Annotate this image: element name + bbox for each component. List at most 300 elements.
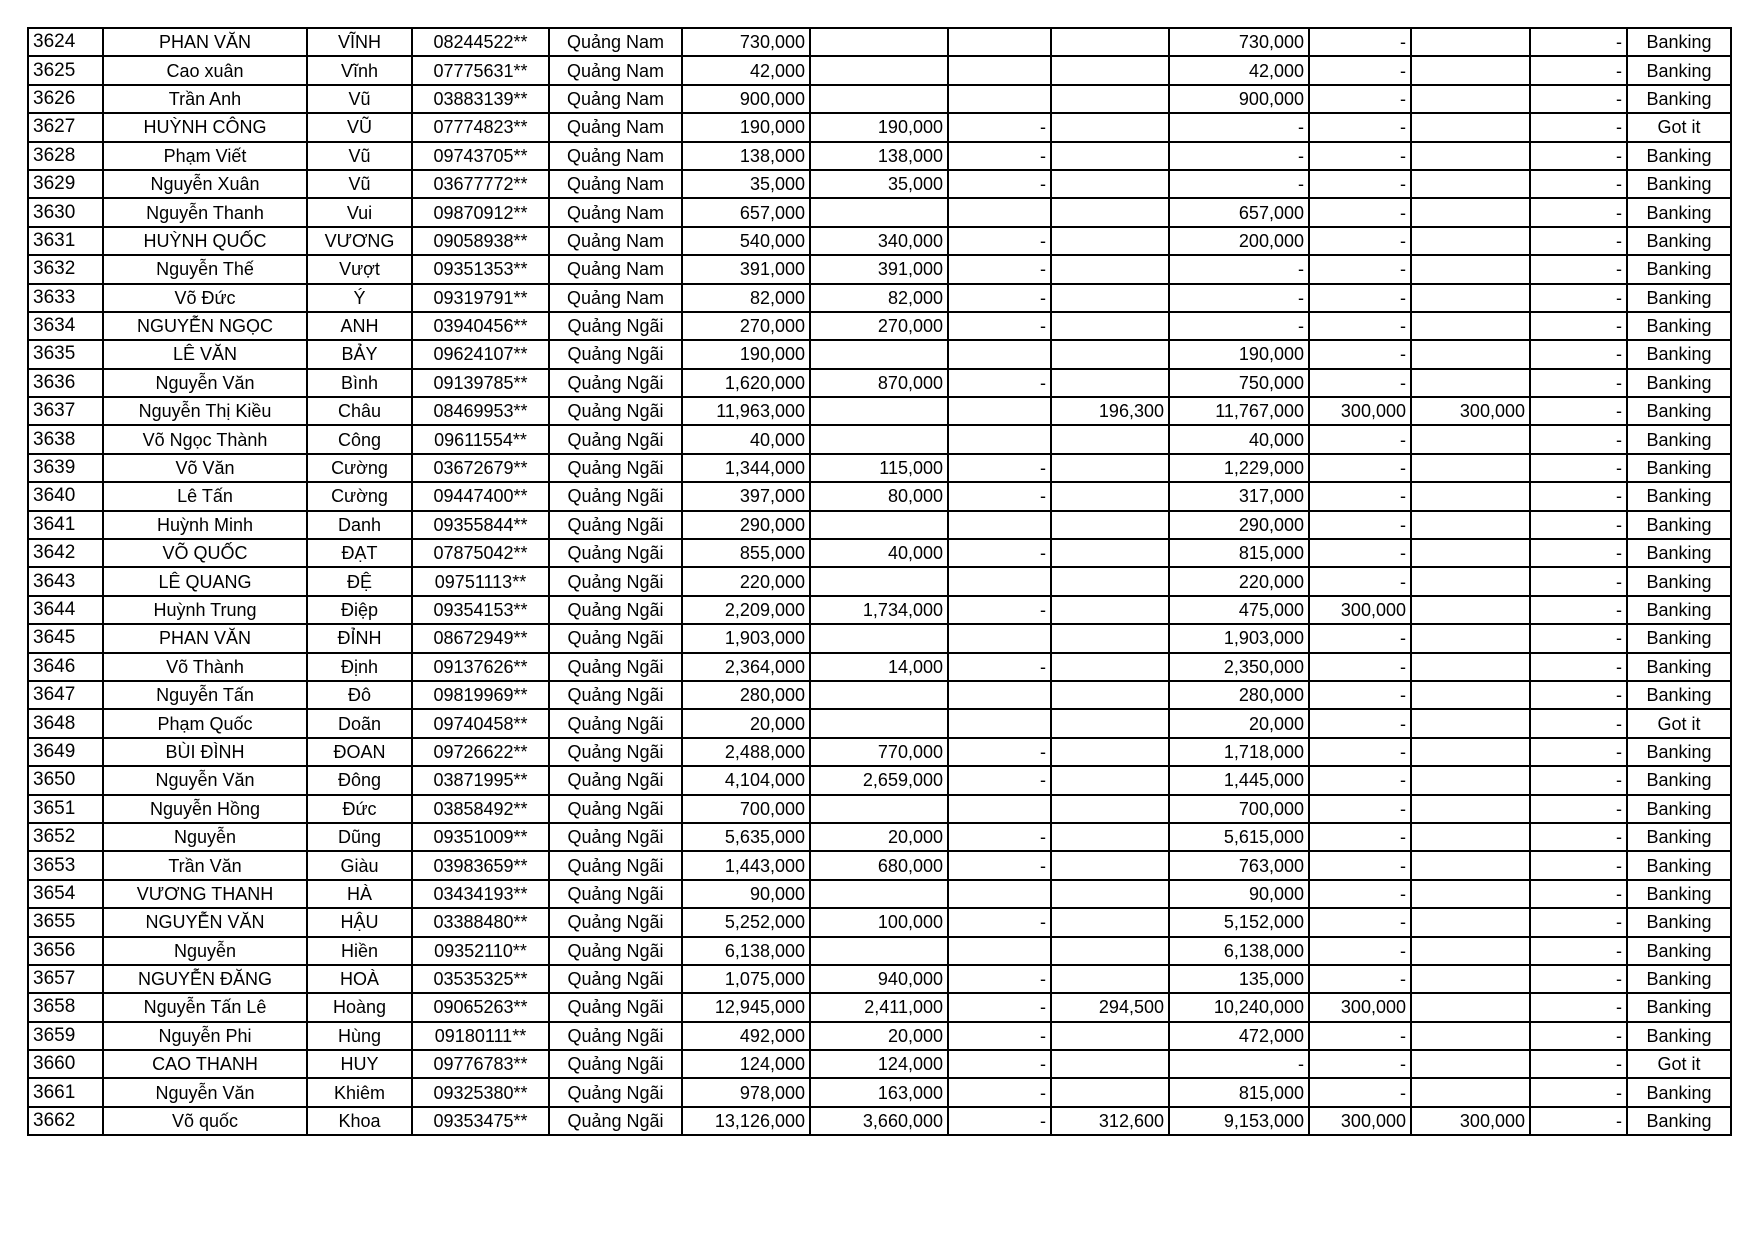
amount-remaining-cell: 290,000	[1169, 511, 1309, 539]
first-name-cell: Điệp	[307, 596, 412, 624]
amount-paid-cell	[810, 937, 948, 965]
province-cell: Quảng Ngãi	[549, 709, 682, 737]
amount-col8-cell: -	[948, 284, 1051, 312]
amount-col8-cell: -	[948, 454, 1051, 482]
amount-col9-cell	[1051, 1050, 1169, 1078]
phone-cell: 03672679**	[412, 454, 549, 482]
last-middle-name-cell: Võ Thành	[103, 653, 307, 681]
amount-col11-cell: -	[1309, 454, 1411, 482]
last-middle-name-cell: Huỳnh Trung	[103, 596, 307, 624]
first-name-cell: Đô	[307, 681, 412, 709]
first-name-cell: ĐẠT	[307, 539, 412, 567]
amount-col13-cell: -	[1530, 709, 1627, 737]
amount-col9-cell	[1051, 965, 1169, 993]
amount-col9-cell	[1051, 539, 1169, 567]
phone-cell: 03883139**	[412, 85, 549, 113]
amount-total-cell: 13,126,000	[682, 1107, 810, 1135]
amount-total-cell: 978,000	[682, 1078, 810, 1106]
record-id-cell: 3646	[28, 653, 103, 681]
table-row	[28, 227, 1731, 255]
payment-method-cell: Banking	[1627, 539, 1731, 567]
province-cell: Quảng Ngãi	[549, 1078, 682, 1106]
first-name-cell: VƯƠNG	[307, 227, 412, 255]
amount-remaining-cell: 9,153,000	[1169, 1107, 1309, 1135]
amount-col12-cell	[1411, 567, 1530, 595]
phone-cell: 09353475**	[412, 1107, 549, 1135]
amount-col9-cell	[1051, 1022, 1169, 1050]
first-name-cell: Dũng	[307, 823, 412, 851]
phone-cell: 07775631**	[412, 56, 549, 84]
amount-col12-cell	[1411, 937, 1530, 965]
amount-col13-cell: -	[1530, 1022, 1627, 1050]
amount-col12-cell	[1411, 653, 1530, 681]
amount-col11-cell: -	[1309, 113, 1411, 141]
last-middle-name-cell: NGUYỄN ĐĂNG	[103, 965, 307, 993]
last-middle-name-cell: Lê Tấn	[103, 482, 307, 510]
phone-cell: 03434193**	[412, 880, 549, 908]
amount-col9-cell	[1051, 567, 1169, 595]
amount-col9-cell	[1051, 681, 1169, 709]
amount-col8-cell	[948, 681, 1051, 709]
amount-col11-cell: -	[1309, 1050, 1411, 1078]
amount-col8-cell: -	[948, 965, 1051, 993]
phone-cell: 03983659**	[412, 851, 549, 879]
province-cell: Quảng Nam	[549, 28, 682, 56]
amount-col8-cell	[948, 198, 1051, 226]
payment-method-cell: Banking	[1627, 567, 1731, 595]
amount-col12-cell	[1411, 539, 1530, 567]
amount-col8-cell: -	[948, 113, 1051, 141]
amount-paid-cell	[810, 795, 948, 823]
table-row	[28, 1022, 1731, 1050]
province-cell: Quảng Ngãi	[549, 1022, 682, 1050]
record-id-cell: 3626	[28, 85, 103, 113]
amount-col13-cell: -	[1530, 1078, 1627, 1106]
last-middle-name-cell: HUỲNH CÔNG	[103, 113, 307, 141]
amount-col8-cell: -	[948, 227, 1051, 255]
province-cell: Quảng Ngãi	[549, 1050, 682, 1078]
amount-total-cell: 20,000	[682, 709, 810, 737]
payment-method-cell: Banking	[1627, 993, 1731, 1021]
record-id-cell: 3634	[28, 312, 103, 340]
table-row	[28, 142, 1731, 170]
amount-total-cell: 1,075,000	[682, 965, 810, 993]
first-name-cell: Cường	[307, 482, 412, 510]
amount-col13-cell: -	[1530, 198, 1627, 226]
record-id-cell: 3631	[28, 227, 103, 255]
phone-cell: 09447400**	[412, 482, 549, 510]
phone-cell: 09740458**	[412, 709, 549, 737]
amount-col11-cell: -	[1309, 340, 1411, 368]
amount-total-cell: 290,000	[682, 511, 810, 539]
amount-total-cell: 1,443,000	[682, 851, 810, 879]
amount-col11-cell: -	[1309, 965, 1411, 993]
amount-col8-cell	[948, 795, 1051, 823]
phone-cell: 08244522**	[412, 28, 549, 56]
amount-col12-cell: 300,000	[1411, 397, 1530, 425]
last-middle-name-cell: NGUYỄN VĂN	[103, 908, 307, 936]
amount-col8-cell	[948, 397, 1051, 425]
amount-col8-cell: -	[948, 908, 1051, 936]
table-row	[28, 113, 1731, 141]
amount-col13-cell: -	[1530, 369, 1627, 397]
amount-total-cell: 540,000	[682, 227, 810, 255]
amount-col11-cell: -	[1309, 766, 1411, 794]
amount-remaining-cell: 90,000	[1169, 880, 1309, 908]
amount-col13-cell: -	[1530, 113, 1627, 141]
record-id-cell: 3652	[28, 823, 103, 851]
record-id-cell: 3627	[28, 113, 103, 141]
last-middle-name-cell: NGUYỄN NGỌC	[103, 312, 307, 340]
first-name-cell: Định	[307, 653, 412, 681]
amount-paid-cell: 770,000	[810, 738, 948, 766]
amount-col9-cell	[1051, 880, 1169, 908]
last-middle-name-cell: Nguyễn Thị Kiều	[103, 397, 307, 425]
table-row	[28, 596, 1731, 624]
amount-remaining-cell: 280,000	[1169, 681, 1309, 709]
amount-col8-cell	[948, 340, 1051, 368]
first-name-cell: ĐOAN	[307, 738, 412, 766]
amount-remaining-cell: 10,240,000	[1169, 993, 1309, 1021]
amount-col12-cell	[1411, 795, 1530, 823]
province-cell: Quảng Ngãi	[549, 454, 682, 482]
first-name-cell: Vũ	[307, 142, 412, 170]
phone-cell: 09352110**	[412, 937, 549, 965]
province-cell: Quảng Ngãi	[549, 766, 682, 794]
first-name-cell: Vui	[307, 198, 412, 226]
amount-col9-cell	[1051, 624, 1169, 652]
payment-method-cell: Banking	[1627, 369, 1731, 397]
amount-col13-cell: -	[1530, 766, 1627, 794]
amount-total-cell: 492,000	[682, 1022, 810, 1050]
last-middle-name-cell: Huỳnh Minh	[103, 511, 307, 539]
amount-remaining-cell: -	[1169, 284, 1309, 312]
record-id-cell: 3644	[28, 596, 103, 624]
last-middle-name-cell: Trần Văn	[103, 851, 307, 879]
last-middle-name-cell: Nguyễn Văn	[103, 1078, 307, 1106]
first-name-cell: Vũ	[307, 170, 412, 198]
last-middle-name-cell: Trần Anh	[103, 85, 307, 113]
amount-total-cell: 190,000	[682, 113, 810, 141]
amount-col9-cell	[1051, 596, 1169, 624]
province-cell: Quảng Nam	[549, 227, 682, 255]
amount-col9-cell	[1051, 908, 1169, 936]
payment-method-cell: Banking	[1627, 170, 1731, 198]
amount-total-cell: 1,344,000	[682, 454, 810, 482]
amount-col13-cell: -	[1530, 284, 1627, 312]
amount-remaining-cell: -	[1169, 1050, 1309, 1078]
amount-col8-cell: -	[948, 142, 1051, 170]
province-cell: Quảng Ngãi	[549, 965, 682, 993]
payment-method-cell: Banking	[1627, 142, 1731, 170]
record-id-cell: 3650	[28, 766, 103, 794]
amount-paid-cell	[810, 397, 948, 425]
amount-total-cell: 5,635,000	[682, 823, 810, 851]
amount-paid-cell: 190,000	[810, 113, 948, 141]
amount-col12-cell	[1411, 85, 1530, 113]
amount-col9-cell	[1051, 113, 1169, 141]
amount-paid-cell	[810, 624, 948, 652]
province-cell: Quảng Nam	[549, 113, 682, 141]
record-id-cell: 3645	[28, 624, 103, 652]
amount-remaining-cell: 6,138,000	[1169, 937, 1309, 965]
first-name-cell: HOÀ	[307, 965, 412, 993]
amount-remaining-cell: 1,229,000	[1169, 454, 1309, 482]
payment-method-cell: Banking	[1627, 255, 1731, 283]
amount-paid-cell: 340,000	[810, 227, 948, 255]
amount-paid-cell	[810, 28, 948, 56]
record-id-cell: 3637	[28, 397, 103, 425]
amount-col11-cell: -	[1309, 1022, 1411, 1050]
table-row	[28, 198, 1731, 226]
amount-col9-cell	[1051, 482, 1169, 510]
record-id-cell: 3662	[28, 1107, 103, 1135]
table-row	[28, 766, 1731, 794]
province-cell: Quảng Ngãi	[549, 993, 682, 1021]
record-id-cell: 3636	[28, 369, 103, 397]
first-name-cell: VŨ	[307, 113, 412, 141]
first-name-cell: Giàu	[307, 851, 412, 879]
amount-paid-cell	[810, 85, 948, 113]
amount-col12-cell	[1411, 255, 1530, 283]
amount-col13-cell: -	[1530, 85, 1627, 113]
last-middle-name-cell: PHAN VĂN	[103, 28, 307, 56]
amount-col12-cell	[1411, 1078, 1530, 1106]
table-row	[28, 85, 1731, 113]
amount-col8-cell: -	[948, 766, 1051, 794]
amount-remaining-cell: 11,767,000	[1169, 397, 1309, 425]
last-middle-name-cell: Võ Đức	[103, 284, 307, 312]
amount-col11-cell: -	[1309, 937, 1411, 965]
province-cell: Quảng Nam	[549, 198, 682, 226]
amount-col8-cell: -	[948, 539, 1051, 567]
last-middle-name-cell: VƯƠNG THANH	[103, 880, 307, 908]
first-name-cell: Đông	[307, 766, 412, 794]
amount-paid-cell: 35,000	[810, 170, 948, 198]
phone-cell: 03677772**	[412, 170, 549, 198]
last-middle-name-cell: Võ quốc	[103, 1107, 307, 1135]
table-row	[28, 425, 1731, 453]
amount-col13-cell: -	[1530, 511, 1627, 539]
amount-total-cell: 855,000	[682, 539, 810, 567]
amount-total-cell: 280,000	[682, 681, 810, 709]
table-row	[28, 653, 1731, 681]
amount-col13-cell: -	[1530, 28, 1627, 56]
amount-col11-cell: -	[1309, 28, 1411, 56]
amount-paid-cell: 2,411,000	[810, 993, 948, 1021]
amount-col13-cell: -	[1530, 908, 1627, 936]
last-middle-name-cell: Nguyễn Thế	[103, 255, 307, 283]
amount-remaining-cell: 815,000	[1169, 1078, 1309, 1106]
amount-remaining-cell: 20,000	[1169, 709, 1309, 737]
amount-remaining-cell: 900,000	[1169, 85, 1309, 113]
record-id-cell: 3638	[28, 425, 103, 453]
payment-method-cell: Banking	[1627, 795, 1731, 823]
record-id-cell: 3656	[28, 937, 103, 965]
payment-method-cell: Got it	[1627, 709, 1731, 737]
amount-col11-cell: -	[1309, 653, 1411, 681]
table-row	[28, 284, 1731, 312]
amount-col8-cell: -	[948, 312, 1051, 340]
phone-cell: 09611554**	[412, 425, 549, 453]
first-name-cell: Bình	[307, 369, 412, 397]
amount-total-cell: 35,000	[682, 170, 810, 198]
province-cell: Quảng Ngãi	[549, 795, 682, 823]
amount-total-cell: 1,620,000	[682, 369, 810, 397]
last-middle-name-cell: Nguyễn Tấn Lê	[103, 993, 307, 1021]
amount-col12-cell	[1411, 482, 1530, 510]
amount-total-cell: 90,000	[682, 880, 810, 908]
amount-col11-cell: -	[1309, 56, 1411, 84]
table-body	[28, 28, 1731, 1135]
first-name-cell: Vượt	[307, 255, 412, 283]
province-cell: Quảng Nam	[549, 56, 682, 84]
last-middle-name-cell: Phạm Quốc	[103, 709, 307, 737]
amount-col8-cell	[948, 425, 1051, 453]
amount-total-cell: 220,000	[682, 567, 810, 595]
amount-col11-cell: 300,000	[1309, 1107, 1411, 1135]
phone-cell: 09325380**	[412, 1078, 549, 1106]
amount-col13-cell: -	[1530, 227, 1627, 255]
amount-remaining-cell: -	[1169, 255, 1309, 283]
amount-col11-cell: -	[1309, 284, 1411, 312]
amount-col9-cell	[1051, 795, 1169, 823]
amount-total-cell: 391,000	[682, 255, 810, 283]
record-id-cell: 3649	[28, 738, 103, 766]
last-middle-name-cell: Nguyễn Phi	[103, 1022, 307, 1050]
amount-col11-cell: -	[1309, 851, 1411, 879]
amount-col13-cell: -	[1530, 1107, 1627, 1135]
first-name-cell: Vũ	[307, 85, 412, 113]
amount-col12-cell	[1411, 28, 1530, 56]
amount-col13-cell: -	[1530, 312, 1627, 340]
amount-col8-cell	[948, 709, 1051, 737]
amount-total-cell: 2,488,000	[682, 738, 810, 766]
amount-col8-cell	[948, 85, 1051, 113]
phone-cell: 09819969**	[412, 681, 549, 709]
payment-method-cell: Banking	[1627, 284, 1731, 312]
record-id-cell: 3653	[28, 851, 103, 879]
amount-col11-cell: -	[1309, 170, 1411, 198]
phone-cell: 03871995**	[412, 766, 549, 794]
province-cell: Quảng Ngãi	[549, 539, 682, 567]
table-row	[28, 738, 1731, 766]
amount-col9-cell	[1051, 511, 1169, 539]
table-row	[28, 880, 1731, 908]
payment-method-cell: Banking	[1627, 425, 1731, 453]
amount-col12-cell	[1411, 113, 1530, 141]
amount-col11-cell: -	[1309, 795, 1411, 823]
phone-cell: 08469953**	[412, 397, 549, 425]
amount-total-cell: 82,000	[682, 284, 810, 312]
payment-method-cell: Banking	[1627, 851, 1731, 879]
province-cell: Quảng Ngãi	[549, 596, 682, 624]
last-middle-name-cell: Võ Văn	[103, 454, 307, 482]
amount-col9-cell: 312,600	[1051, 1107, 1169, 1135]
amount-remaining-cell: 472,000	[1169, 1022, 1309, 1050]
first-name-cell: Đức	[307, 795, 412, 823]
phone-cell: 03535325**	[412, 965, 549, 993]
first-name-cell: Hiền	[307, 937, 412, 965]
phone-cell: 09180111**	[412, 1022, 549, 1050]
phone-cell: 09137626**	[412, 653, 549, 681]
amount-col12-cell	[1411, 851, 1530, 879]
amount-total-cell: 730,000	[682, 28, 810, 56]
last-middle-name-cell: Nguyễn Xuân	[103, 170, 307, 198]
amount-remaining-cell: 475,000	[1169, 596, 1309, 624]
first-name-cell: ĐỆ	[307, 567, 412, 595]
amount-paid-cell: 270,000	[810, 312, 948, 340]
province-cell: Quảng Ngãi	[549, 1107, 682, 1135]
amount-col9-cell: 196,300	[1051, 397, 1169, 425]
amount-total-cell: 5,252,000	[682, 908, 810, 936]
table-row	[28, 1078, 1731, 1106]
amount-total-cell: 2,364,000	[682, 653, 810, 681]
phone-cell: 09726622**	[412, 738, 549, 766]
amount-remaining-cell: 657,000	[1169, 198, 1309, 226]
table-row	[28, 340, 1731, 368]
amount-total-cell: 657,000	[682, 198, 810, 226]
province-cell: Quảng Nam	[549, 255, 682, 283]
amount-col8-cell	[948, 624, 1051, 652]
last-middle-name-cell: Phạm Viết	[103, 142, 307, 170]
amount-col12-cell	[1411, 880, 1530, 908]
table-row	[28, 312, 1731, 340]
table-row	[28, 1050, 1731, 1078]
amount-paid-cell: 3,660,000	[810, 1107, 948, 1135]
last-middle-name-cell: PHAN VĂN	[103, 624, 307, 652]
amount-col9-cell	[1051, 284, 1169, 312]
amount-remaining-cell: -	[1169, 113, 1309, 141]
payment-method-cell: Banking	[1627, 880, 1731, 908]
payment-method-cell: Banking	[1627, 397, 1731, 425]
phone-cell: 09351353**	[412, 255, 549, 283]
province-cell: Quảng Ngãi	[549, 851, 682, 879]
province-cell: Quảng Nam	[549, 170, 682, 198]
amount-remaining-cell: 190,000	[1169, 340, 1309, 368]
amount-paid-cell: 100,000	[810, 908, 948, 936]
table-row	[28, 28, 1731, 56]
amount-col8-cell	[948, 511, 1051, 539]
amount-total-cell: 2,209,000	[682, 596, 810, 624]
phone-cell: 09354153**	[412, 596, 549, 624]
record-id-cell: 3648	[28, 709, 103, 737]
last-middle-name-cell: Nguyễn Hồng	[103, 795, 307, 823]
amount-paid-cell	[810, 880, 948, 908]
amount-col9-cell	[1051, 255, 1169, 283]
last-middle-name-cell: BÙI ĐÌNH	[103, 738, 307, 766]
amount-col8-cell: -	[948, 255, 1051, 283]
amount-paid-cell: 115,000	[810, 454, 948, 482]
amount-col12-cell	[1411, 284, 1530, 312]
amount-col12-cell	[1411, 681, 1530, 709]
amount-col11-cell: -	[1309, 567, 1411, 595]
amount-col9-cell	[1051, 28, 1169, 56]
first-name-cell: Cường	[307, 454, 412, 482]
amount-paid-cell	[810, 56, 948, 84]
amount-col12-cell	[1411, 198, 1530, 226]
first-name-cell: BẢY	[307, 340, 412, 368]
amount-paid-cell: 82,000	[810, 284, 948, 312]
last-middle-name-cell: Nguyễn Thanh	[103, 198, 307, 226]
province-cell: Quảng Ngãi	[549, 567, 682, 595]
amount-remaining-cell: 5,615,000	[1169, 823, 1309, 851]
province-cell: Quảng Ngãi	[549, 312, 682, 340]
amount-remaining-cell: 1,718,000	[1169, 738, 1309, 766]
amount-col8-cell: -	[948, 482, 1051, 510]
first-name-cell: Công	[307, 425, 412, 453]
table-row	[28, 567, 1731, 595]
